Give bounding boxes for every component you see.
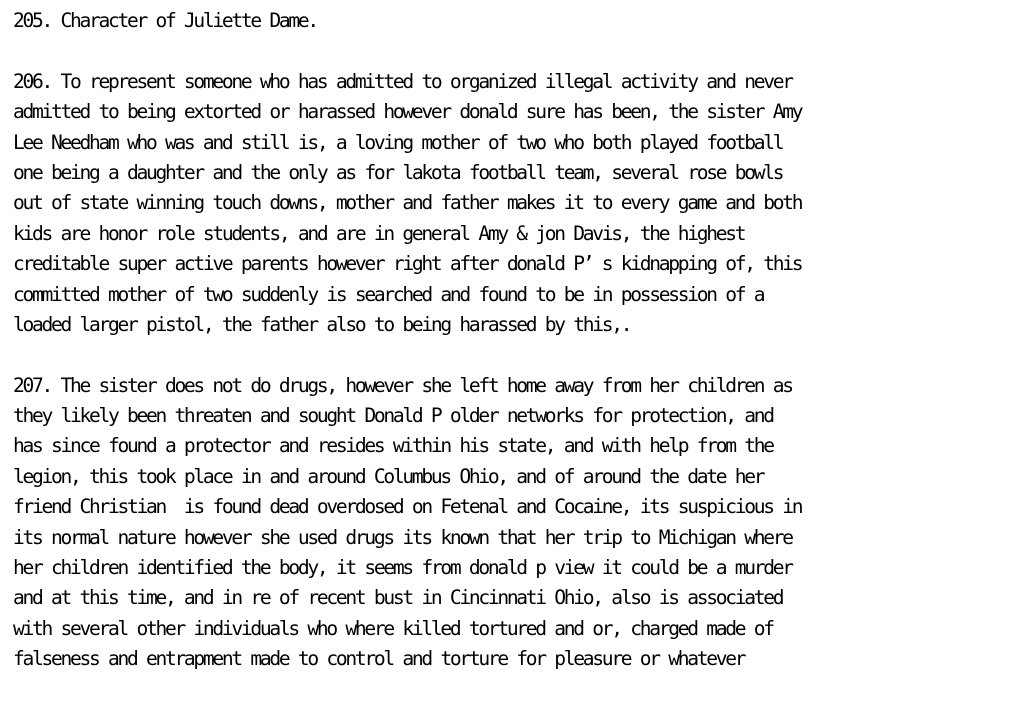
document-page bbox=[13, 6, 1013, 675]
paragraph-line: her children identified the body, it seems from donald p view it could be a murder bbox=[13, 556, 792, 580]
paragraph-line: one being a daughter and the only as for lakota football team, several rose bowls bbox=[13, 160, 783, 184]
paragraph-line: they likely been threaten and sought Donald P older networks for protection, and bbox=[13, 404, 773, 428]
paragraph-spacer bbox=[13, 340, 1013, 370]
paragraph-line: Lee Needham who was and still is, a loving mother of two who both played football bbox=[13, 130, 783, 154]
paragraph-207 bbox=[13, 371, 1013, 675]
paragraph-line: creditable super active parents however right after donald P’ s kidnapping of, this bbox=[13, 252, 802, 276]
paragraph-line: 206. To represent someone who has admitted to organized illegal activity and never bbox=[13, 69, 792, 93]
paragraph-line: friend Christian is found dead overdosed on Fetenal and Cocaine, its suspicious in bbox=[13, 495, 802, 519]
paragraph-spacer bbox=[13, 36, 1013, 66]
paragraph-line: with several other individuals who where killed tortured and or, charged made of bbox=[13, 616, 773, 640]
paragraph-line: out of state winning touch downs, mother and father makes it to every game and both bbox=[13, 191, 802, 215]
paragraph-line: committed mother of two suddenly is searched and found to be in possession of a bbox=[13, 282, 764, 306]
paragraph-line: its normal nature however she used drugs its known that her trip to Michigan where bbox=[13, 525, 792, 549]
paragraph-line: has since found a protector and resides within his state, and with help from the bbox=[13, 434, 773, 458]
section-heading-205: 205. Character of Juliette Dame. bbox=[13, 9, 317, 32]
paragraph-line: legion, this took place in and around Columbus Ohio, and of around the date her bbox=[13, 464, 764, 488]
paragraph-line: 207. The sister does not do drugs, however she left home away from her children as bbox=[13, 373, 792, 397]
paragraph-line: kids are honor role students, and are in general Amy & jon Davis, the highest bbox=[13, 221, 745, 245]
paragraph-line: and at this time, and in re of recent bust in Cincinnati Ohio, also is associated bbox=[13, 586, 783, 610]
paragraph-line: falseness and entrapment made to control and torture for pleasure or whatever bbox=[13, 647, 745, 671]
paragraph-206 bbox=[13, 67, 1013, 341]
paragraph-line: admitted to being extorted or harassed however donald sure has been, the sister Amy bbox=[13, 100, 802, 124]
paragraph-line: loaded larger pistol, the father also to being harassed by this,. bbox=[13, 312, 631, 336]
